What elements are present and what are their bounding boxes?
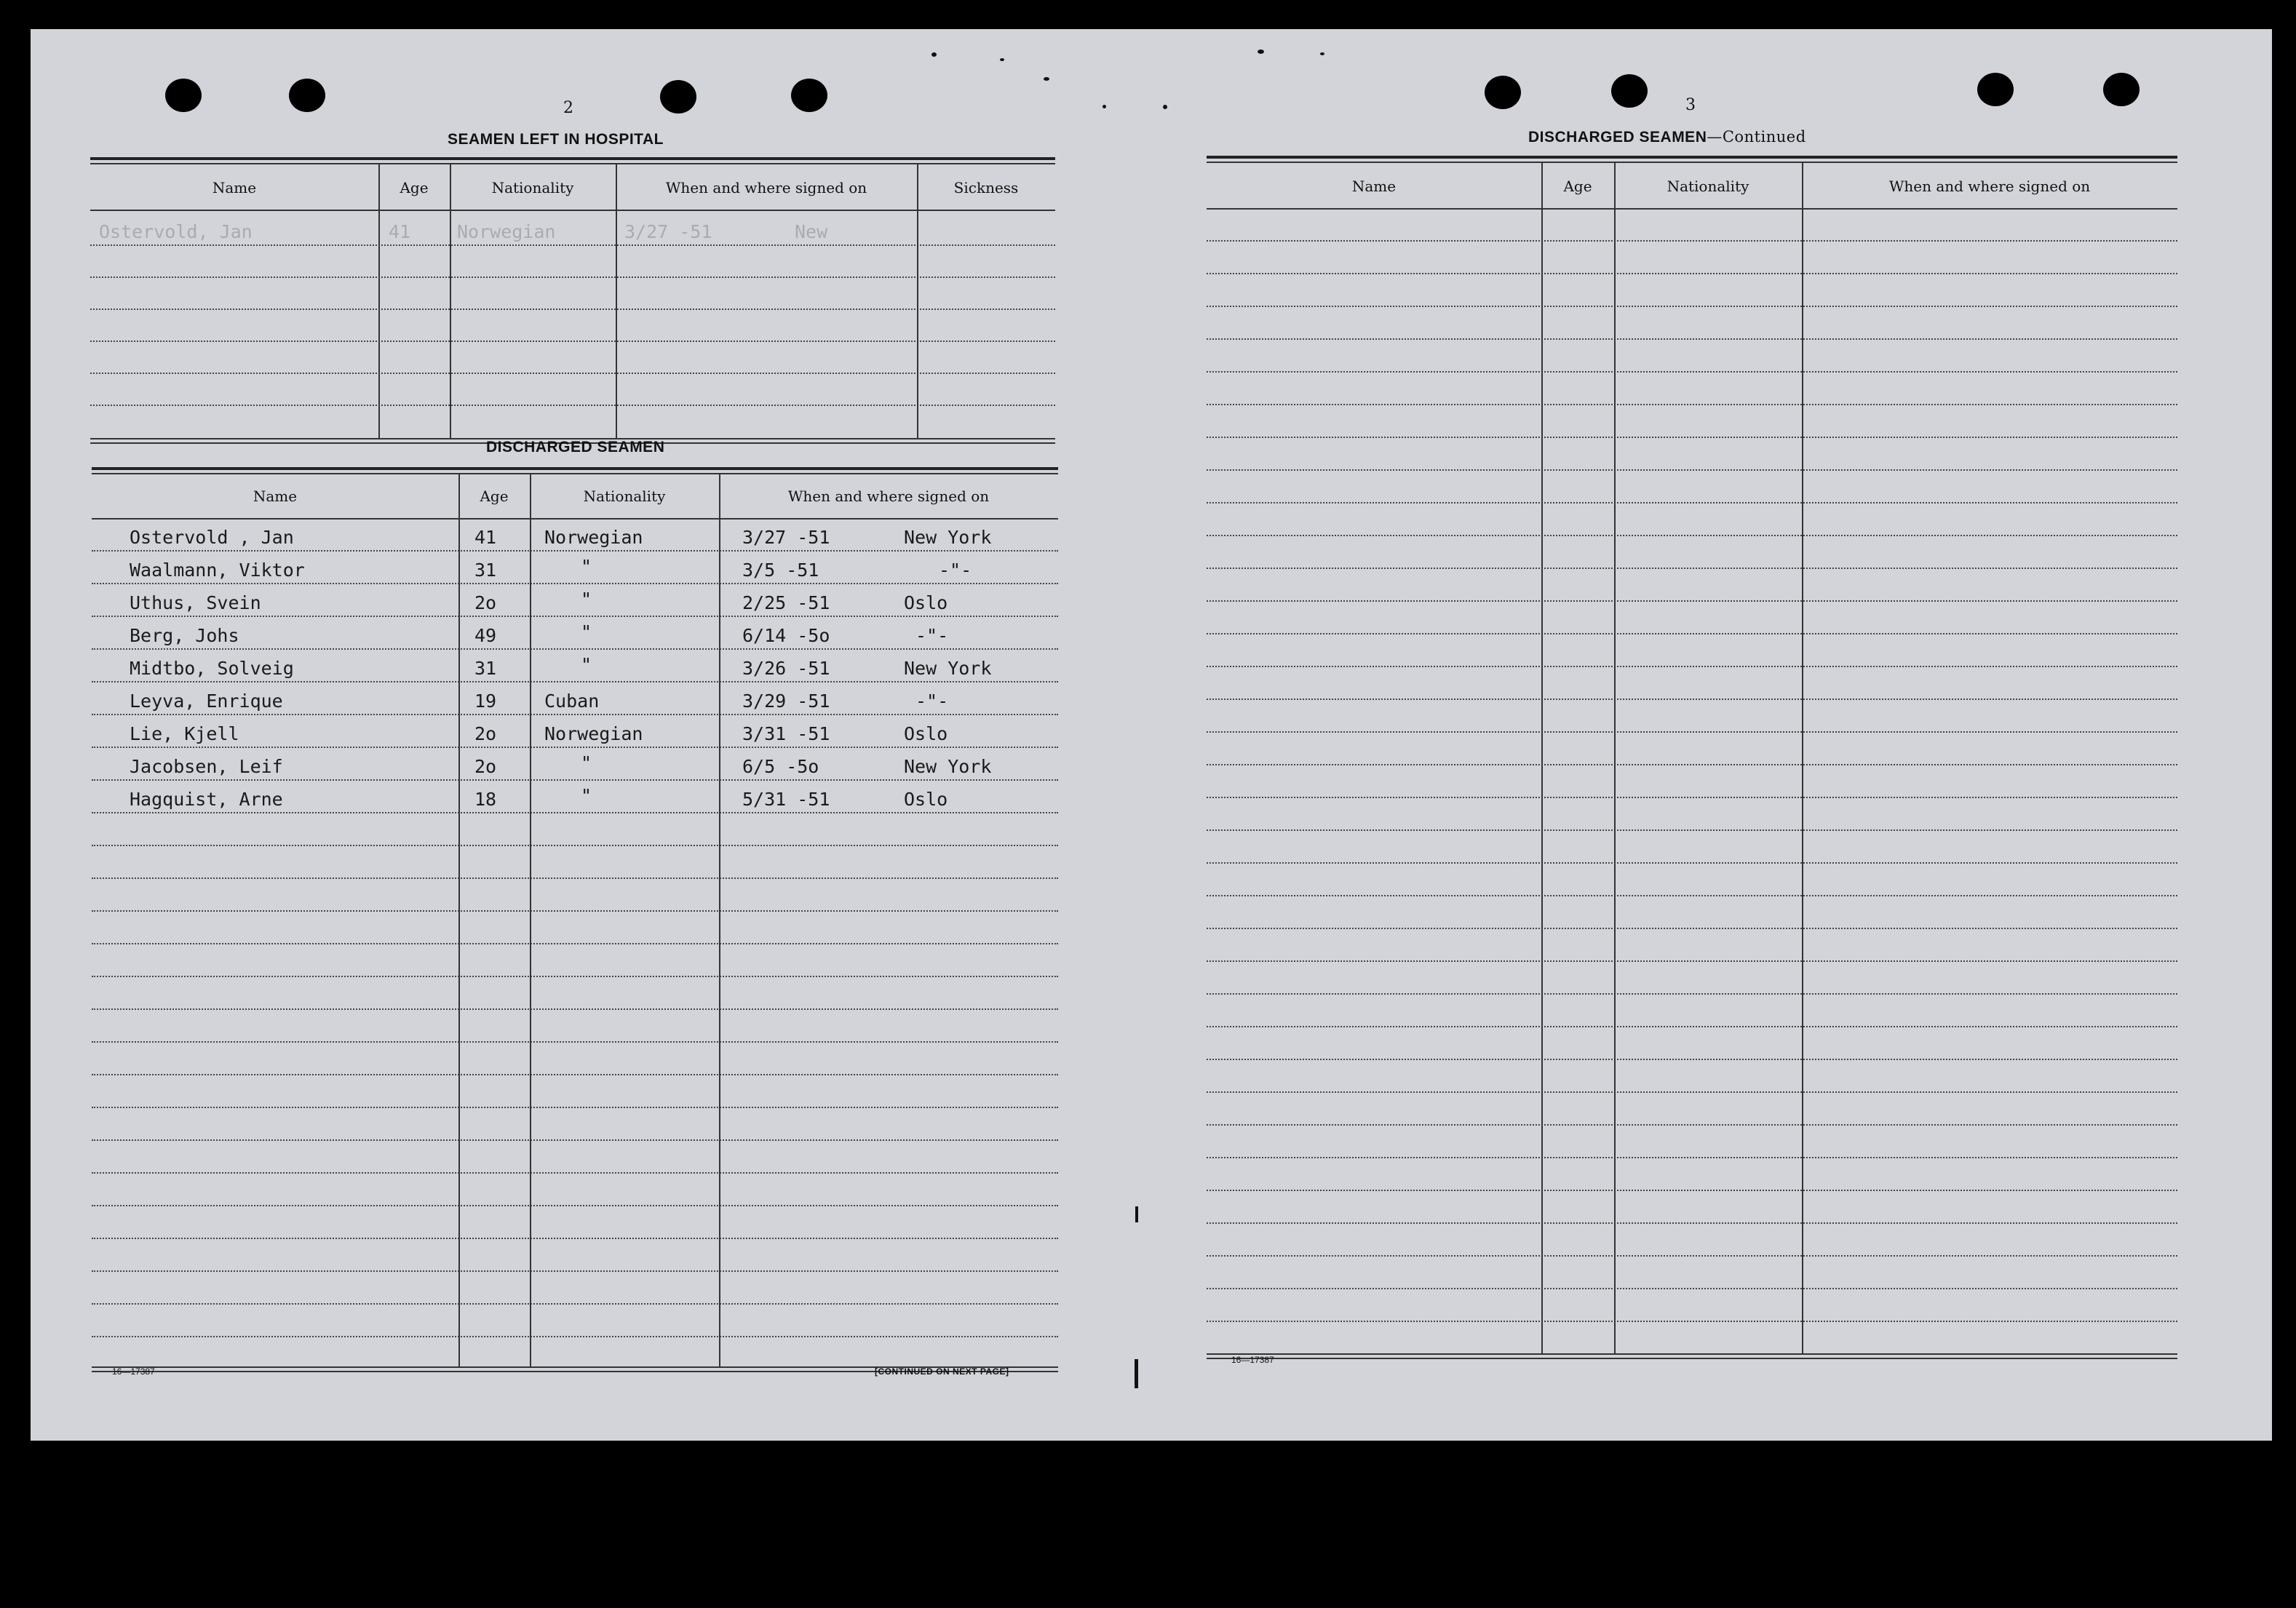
seaman-name: Jacobsen, Leif — [130, 756, 283, 777]
punch-hole — [165, 79, 202, 112]
discharged-continued-title — [1528, 128, 1806, 146]
punch-hole — [1485, 76, 1521, 109]
column-header-signed-on: When and where signed on — [787, 487, 990, 505]
column-header-nationality: Nationality — [1667, 178, 1749, 195]
punch-hole — [1611, 74, 1648, 108]
faint-entry-date: 3/27 -51 — [624, 221, 712, 242]
column-header-nationality: Nationality — [491, 179, 574, 196]
faint-entry-name: Ostervold, Jan — [99, 221, 253, 242]
column-header-age: Age — [1563, 178, 1592, 195]
seaman-age: 2o — [474, 592, 497, 613]
hospital-section-title: SEAMEN LEFT IN HOSPITAL — [448, 131, 664, 148]
seaman-nationality: Cuban — [544, 690, 600, 712]
seaman-nationality: Norwegian — [544, 527, 643, 548]
seaman-nationality: " — [581, 654, 592, 675]
signed-on-place: New York — [904, 527, 992, 548]
seaman-name: Lie, Kjell — [130, 723, 239, 744]
seaman-age: 49 — [474, 625, 497, 646]
seaman-age: 19 — [474, 690, 497, 712]
speck — [1163, 105, 1167, 109]
speck — [1320, 52, 1324, 55]
seaman-age: 2o — [474, 723, 497, 744]
seaman-age: 2o — [474, 756, 497, 777]
seaman-name: Uthus, Svein — [130, 592, 261, 613]
faint-entry-age: 41 — [389, 221, 411, 242]
signed-on-place: Oslo — [904, 592, 948, 613]
column-header-sickness: Sickness — [953, 179, 1019, 196]
signed-on-date: 3/26 -51 — [742, 658, 830, 679]
title-suffix: —Continued — [1707, 128, 1806, 146]
page-number: 3 — [1685, 96, 1696, 114]
seaman-name: Leyva, Enrique — [130, 690, 283, 712]
punch-hole — [289, 79, 325, 112]
discharged-section-title: DISCHARGED SEAMEN — [486, 439, 665, 455]
seaman-age: 18 — [474, 789, 497, 810]
seaman-name: Ostervold , Jan — [130, 527, 294, 548]
seaman-age: 31 — [474, 658, 497, 679]
discharged-table — [92, 467, 1058, 1384]
seaman-nationality: " — [581, 752, 592, 773]
signed-on-place: Oslo — [904, 723, 948, 744]
seaman-nationality: Norwegian — [544, 723, 643, 744]
seaman-name: Waalmann, Viktor — [130, 560, 305, 581]
page-number: 2 — [563, 99, 573, 117]
signed-on-date: 3/31 -51 — [742, 723, 830, 744]
column-header-signed-on: When and where signed on — [665, 179, 867, 196]
form-number: 16—17387 — [1231, 1355, 1274, 1365]
punch-hole — [791, 79, 827, 112]
discharged-continued-table — [1207, 156, 2177, 1378]
seaman-age: 31 — [474, 560, 497, 581]
continued-note: [CONTINUED ON NEXT PAGE] — [875, 1366, 1009, 1377]
speck — [1258, 49, 1264, 54]
column-header-name: Name — [253, 487, 298, 505]
seaman-name: Hagquist, Arne — [130, 789, 283, 810]
column-header-signed-on: When and where signed on — [1888, 178, 2091, 195]
column-header-age: Age — [400, 179, 429, 196]
margin-mark — [1135, 1359, 1138, 1388]
column-header-age: Age — [480, 487, 509, 505]
punch-hole — [2103, 73, 2140, 106]
margin-mark — [1135, 1206, 1138, 1222]
signed-on-date: 5/31 -51 — [742, 789, 830, 810]
speck — [1000, 58, 1004, 61]
signed-on-date: 3/29 -51 — [742, 690, 830, 712]
column-header-name: Name — [1351, 178, 1397, 195]
signed-on-date: 3/27 -51 — [742, 527, 830, 548]
document-paper — [31, 29, 2272, 1441]
faint-entry-nationality: Norwegian — [457, 221, 556, 242]
signed-on-date: 6/5 -5o — [742, 756, 819, 777]
signed-on-date: 2/25 -51 — [742, 592, 830, 613]
seaman-nationality: " — [581, 621, 592, 642]
faint-entry-place: New — [795, 221, 828, 242]
form-number: 16—17387 — [112, 1366, 155, 1377]
punch-hole — [1977, 73, 2014, 106]
signed-on-place: -"- — [939, 560, 972, 581]
signed-on-place: New York — [904, 756, 992, 777]
signed-on-date: 3/5 -51 — [742, 560, 819, 581]
seaman-nationality: " — [581, 589, 592, 610]
seaman-nationality: " — [581, 785, 592, 806]
title-main: DISCHARGED SEAMEN — [1528, 129, 1707, 146]
signed-on-place: Oslo — [904, 789, 948, 810]
signed-on-place: -"- — [915, 625, 949, 646]
column-header-nationality: Nationality — [583, 487, 666, 505]
speck — [1103, 105, 1106, 108]
signed-on-place: -"- — [915, 690, 949, 712]
signed-on-place: New York — [904, 658, 992, 679]
seaman-name: Berg, Johs — [130, 625, 239, 646]
seaman-nationality: " — [581, 556, 592, 577]
punch-hole — [660, 80, 696, 114]
column-header-name: Name — [212, 179, 257, 196]
seaman-age: 41 — [474, 527, 497, 548]
speck — [1044, 77, 1049, 81]
speck — [931, 52, 937, 57]
signed-on-date: 6/14 -5o — [742, 625, 830, 646]
hospital-table — [90, 157, 1055, 447]
seaman-name: Midtbo, Solveig — [130, 658, 294, 679]
